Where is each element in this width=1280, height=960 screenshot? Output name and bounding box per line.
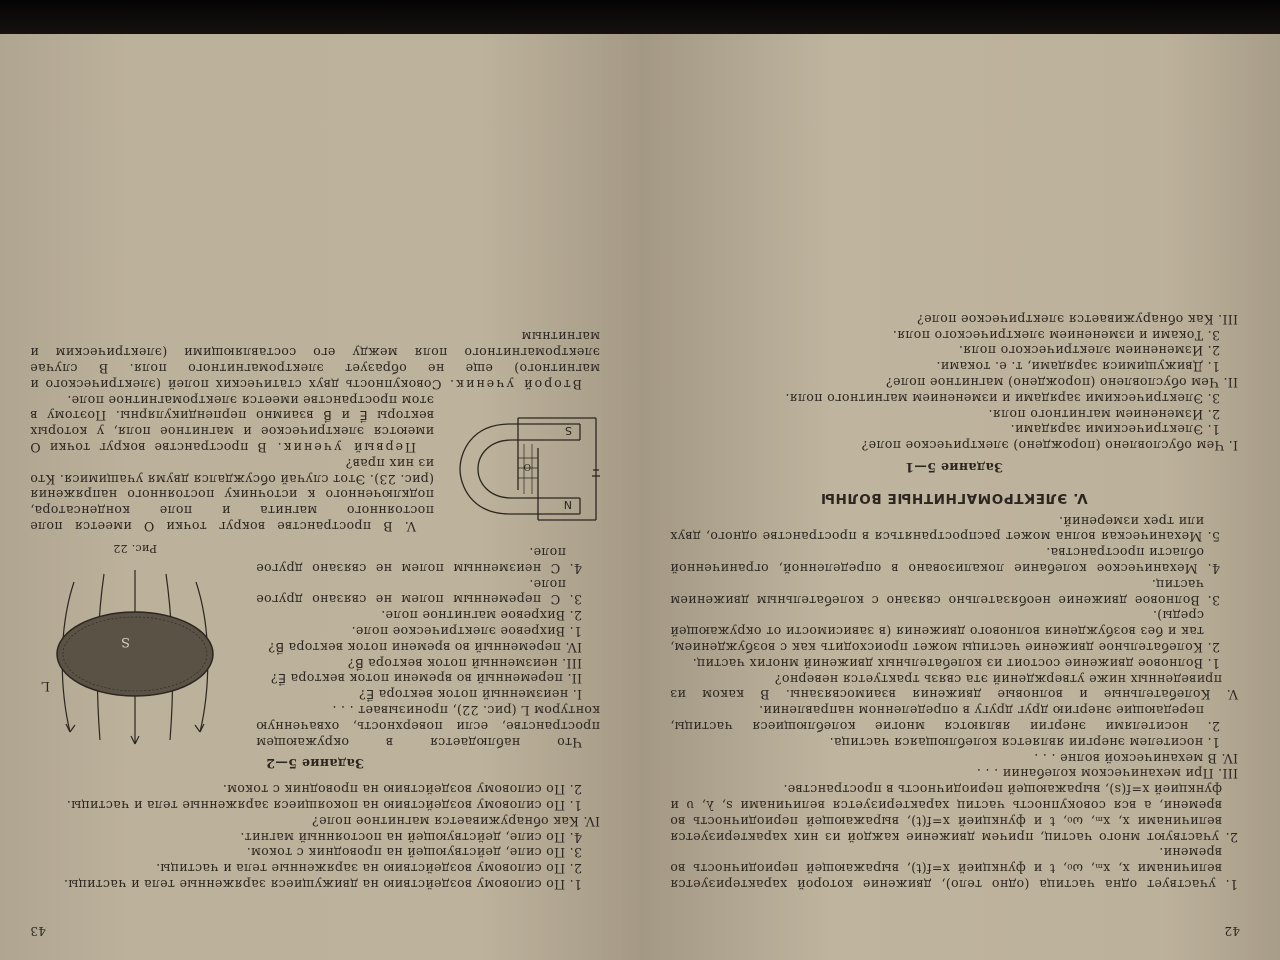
student-text: Совокупность двух статических полей (электрического и магнитного) еще не образует электромагнитного поля. В случае электромагнитного поля между его составляющими (электрическим и магнитным [30, 329, 600, 392]
answer-option: 2. Колебательное движение частицы может происходить как с возбуждением, так и без возбуждения волнового движения (в зависимости от окружающей среды). [670, 608, 1220, 656]
answer-option: 2. По силовому воздействию на проводник с током. [222, 782, 582, 798]
answer-option: 4. По силе, действующей на постоянный магнит. [240, 829, 582, 845]
student-opinion [30, 392, 434, 455]
answer-option: 2. Вихревое магнитное поле. [380, 608, 582, 624]
text-item: 1. участвует одна частица (одно тело), движение которой характеризуется величинами x, xₘ, ω₀, t и функцией x=f(t), выражающей периодичность во времени. [670, 845, 1238, 892]
question: IV. В механической волне . . . [1034, 750, 1238, 766]
answer-option: IV. переменный во времени поток вектора B⃗? [268, 639, 582, 655]
figure-23-label-o: O [523, 461, 531, 472]
answer-option: 1. Движущимися зарядами, т. е. токами. [936, 359, 1220, 375]
book-spread [0, 34, 1280, 960]
task-title: Задание 5—1 [904, 460, 1004, 476]
task-intro: Что наблюдается в окружающем пространстве, если поверхность, охваченную контуром L (рис. 22), пронизывает . . . [256, 703, 600, 750]
figure-22-label-s: S [120, 633, 130, 649]
question: II. Чем обусловлено (порождено) магнитное поле? [885, 375, 1238, 391]
question: I. Чем обусловлено (порождено) электрическое поле? [861, 438, 1238, 454]
dark-background-top [0, 0, 1280, 38]
answer-option: 1. носителем энергии является колеблющаяся частица. [829, 734, 1220, 750]
figure-23-drawing [450, 404, 600, 534]
answer-option: 1. Волновое движение состоит из колебательных движений многих частиц. [692, 655, 1220, 671]
answer-option: 2. Изменением магнитного поля. [988, 406, 1220, 422]
student-label: Первый ученик. [275, 440, 416, 456]
figure-22-caption: Рис. 22 [113, 541, 157, 555]
answer-option: 4. Механическое колебание локализовано в определенной, ограниченной области пространства. [670, 545, 1220, 577]
page-42 [640, 34, 1280, 960]
student-opinion [30, 329, 600, 392]
text-item: 2. участвуют много частиц, причем движение каждой из них характеризуется величинами x, xₘ, ω₀, t и функцией x=f(t), выражающей периодичность во времени, а вся совокупность частиц характеризуется величинами s, λ, υ и функцией x=f(s), выражающей периодичность в пространстве. [670, 782, 1238, 845]
question: III. Как обнаруживается электрическое поле? [916, 311, 1238, 327]
answer-option: I. неизменный поток вектора E⃗? [358, 687, 582, 703]
answer-option: 2. носителями энергии являются многие колеблющиеся частицы, передающие энергию друг другу в определенном направлении. [670, 703, 1220, 735]
page-43 [0, 34, 640, 960]
answer-option: 3. Волновое движение необязательно связано с колебательным движением частиц. [670, 576, 1220, 608]
task-5-2-block [30, 540, 600, 750]
answer-option: III. неизменный поток вектора B⃗? [347, 655, 582, 671]
answer-option: 1. По силовому воздействию на покоящиеся заряженные тела и частицы. [66, 798, 582, 814]
page-number: 42 [1224, 924, 1240, 938]
student-text: В пространстве вокруг точки O имеются электрическое и магнитное поля, у которых векторы E⃗ и B⃗ взаимно перпендикулярны. Поэтому в этом пространстве имеется электромагнитное поле. [30, 392, 434, 456]
figure-22-label-l: L [41, 677, 50, 693]
question: V. Колебательные и волновые движения взаимосвязаны. В каком из приведенных ниже утверждений эта связь трактуется неверно? [670, 671, 1238, 703]
student-label: Второй ученик. [448, 376, 582, 392]
answer-option: 4. С неизменным полем не связано другое поле. [256, 545, 582, 576]
answer-option: 1. Электрическими зарядами. [1010, 422, 1220, 438]
question: V. В пространстве вокруг точки O имеется поле постоянного магнита и поле конденсатора, подключенного к источнику постоянного напряжения (рис. 23). Этот случай обсуждался двумя учащимися. Кто из них прав? [30, 455, 434, 535]
figure-22-drawing [30, 560, 240, 750]
figure-22 [30, 540, 240, 750]
figure-23-label-n: N [563, 498, 572, 512]
answer-option: 5. Механическая волна может распространяться в пространстве одного, двух или трех измерений. [670, 513, 1220, 545]
answer-option: 2. По силовому воздействию на заряженные тела и частицы. [155, 861, 582, 877]
answer-option: 3. С переменным полем не связано другое поле. [256, 576, 582, 608]
page-number: 43 [30, 924, 46, 938]
chapter-title: V. ЭЛЕКТРОМАГНИТНЫЕ ВОЛНЫ [820, 489, 1088, 506]
answer-option: 2. Изменением электрического поля. [958, 343, 1220, 359]
answer-option: 1. По силовому воздействию на движущиеся заряженные тела и частицы. [63, 877, 582, 892]
answer-option: 3. Токами и изменением электрического поля. [892, 327, 1220, 343]
figure-23 [450, 392, 600, 534]
question-v-block [30, 392, 600, 534]
question: IV. Как обнаруживается магнитное поле? [311, 813, 600, 829]
answer-option: 3. По силе, действующей на проводник с током. [246, 845, 582, 861]
answer-option: 1. Вихревое электрическое поле. [351, 624, 582, 640]
task-title: Задание 5—2 [265, 756, 365, 772]
question: III. При механическом колебании . . . [976, 766, 1238, 782]
answer-option: II. переменный во времени поток вектора E⃗? [270, 671, 582, 687]
answer-option: 3. Электрическими зарядами и изменением магнитного поля. [785, 390, 1220, 406]
figure-23-label-s: S [564, 424, 572, 438]
